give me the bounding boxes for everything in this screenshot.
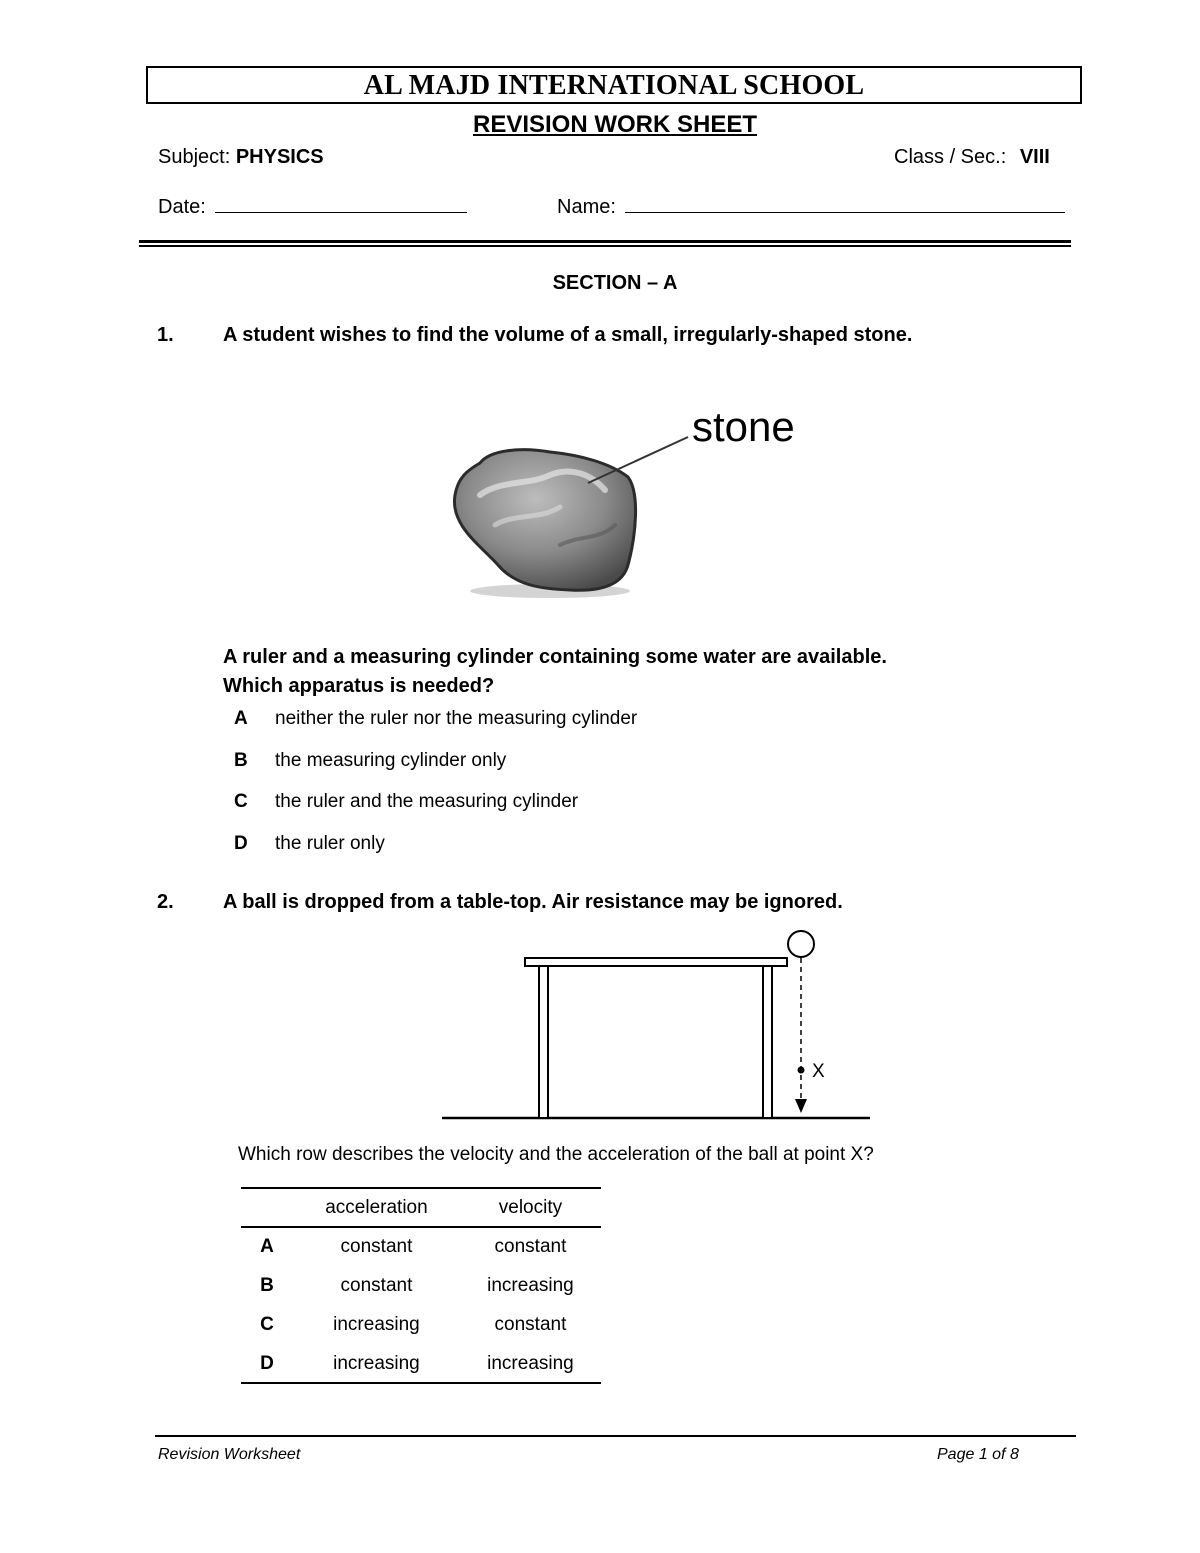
table-leg-left — [539, 966, 548, 1118]
stone-pointer-line — [588, 437, 688, 483]
stone-figure — [440, 395, 820, 605]
class-value: VIII — [1019, 146, 1050, 168]
class-line — [894, 146, 1050, 169]
question-1-number: 1. — [157, 324, 174, 346]
question-2-number: 2. — [157, 891, 174, 913]
question-2-text: A ball is dropped from a table-top. Air resistance may be ignored. — [223, 891, 843, 913]
row-acceleration: constant — [340, 1274, 413, 1296]
q1-option-b-text: the measuring cylinder only — [275, 750, 507, 771]
question-1-line1: A ruler and a measuring cylinder containing some water are available. — [223, 646, 887, 668]
name-line — [557, 194, 1065, 219]
row-acceleration: constant — [340, 1235, 413, 1257]
table-header-blank — [241, 1188, 293, 1227]
name-field[interactable] — [625, 194, 1065, 213]
q1-option-d-text: the ruler only — [275, 833, 385, 854]
answer-table — [241, 1188, 601, 1383]
table-header-row — [241, 1188, 601, 1227]
question-1-line2: Which apparatus is needed? — [223, 675, 495, 697]
row-letter: D — [260, 1352, 274, 1374]
table-leg-right — [763, 966, 772, 1118]
question-2-prompt: Which row describes the velocity and the acceleration of the ball at point X? — [238, 1144, 874, 1165]
table-row — [241, 1344, 601, 1383]
class-label: Class / Sec.: — [894, 146, 1007, 168]
footer-left: Revision Worksheet — [158, 1446, 301, 1463]
subject-label: Subject: — [158, 146, 231, 168]
section-title: SECTION – A — [552, 272, 678, 294]
header-divider-thick — [139, 240, 1071, 243]
footer-rule — [155, 1435, 1076, 1437]
row-acceleration: increasing — [333, 1352, 420, 1374]
header-divider-thin — [139, 245, 1071, 247]
point-x-marker — [798, 1067, 805, 1074]
row-letter: C — [260, 1313, 274, 1335]
fall-arrow-head — [795, 1099, 807, 1113]
table-row — [241, 1227, 601, 1266]
q1-option-d-letter: D — [234, 833, 248, 854]
question-1-text: A student wishes to find the volume of a small, irregularly-shaped stone. — [223, 324, 913, 346]
point-x-label: X — [812, 1061, 825, 1082]
footer-page-number: Page 1 of 8 — [937, 1446, 1019, 1463]
subject-line — [158, 146, 324, 169]
row-velocity: constant — [494, 1313, 567, 1335]
date-field[interactable] — [215, 194, 467, 213]
row-letter: B — [260, 1274, 274, 1296]
table-header-velocity: velocity — [498, 1196, 563, 1218]
q1-option-a-text: neither the ruler nor the measuring cylinder — [275, 708, 638, 729]
table-top — [525, 958, 787, 966]
date-label: Date: — [158, 196, 206, 218]
row-velocity: constant — [494, 1235, 567, 1257]
row-velocity: increasing — [487, 1274, 574, 1296]
q1-option-b-letter: B — [234, 750, 248, 771]
school-name: AL MAJD INTERNATIONAL SCHOOL — [363, 70, 865, 101]
date-line — [158, 194, 467, 219]
q1-option-c-text: the ruler and the measuring cylinder — [275, 791, 579, 812]
subject-value: PHYSICS — [235, 146, 324, 168]
table-ball-figure — [440, 925, 880, 1125]
q1-option-a-letter: A — [234, 708, 248, 729]
table-header-acceleration: acceleration — [325, 1196, 428, 1218]
row-velocity: increasing — [487, 1352, 574, 1374]
q1-option-c-letter: C — [234, 791, 248, 812]
table-row — [241, 1266, 601, 1305]
row-acceleration: increasing — [333, 1313, 420, 1335]
name-label: Name: — [557, 196, 616, 218]
stone-label: stone — [692, 403, 795, 450]
row-letter: A — [260, 1235, 274, 1257]
table-row — [241, 1305, 601, 1344]
worksheet-title: REVISION WORK SHEET — [472, 111, 758, 138]
ball — [788, 931, 814, 957]
stone-shape — [454, 450, 635, 591]
